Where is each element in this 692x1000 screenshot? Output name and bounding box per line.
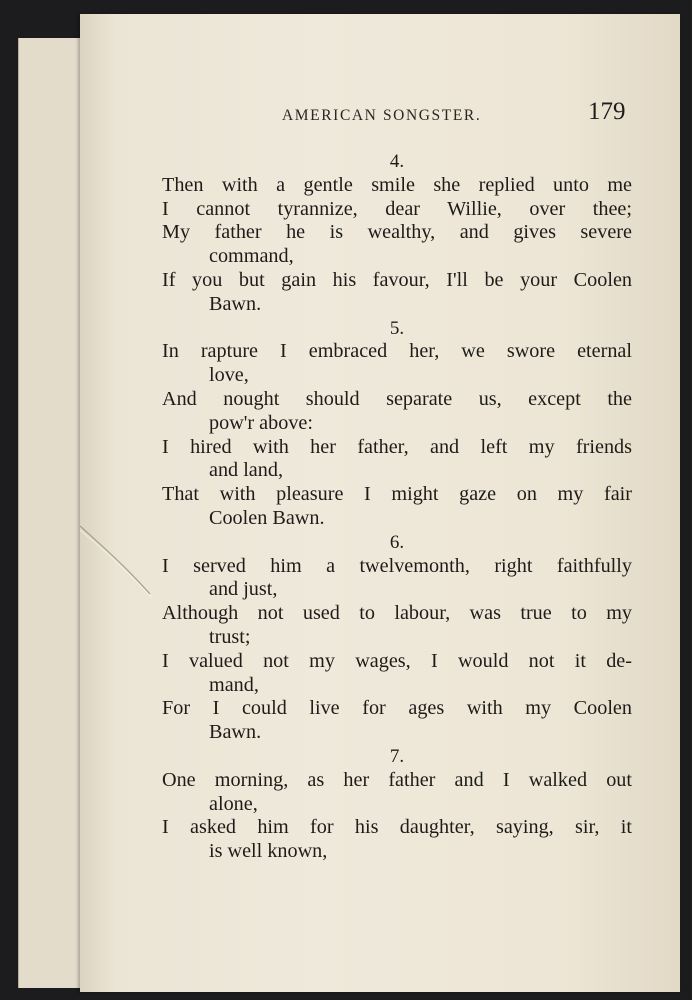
running-title: AMERICAN SONGSTER. — [282, 107, 482, 124]
verse-line-continuation: mand, — [209, 673, 259, 696]
verse-line: And nought should separate us, except the — [162, 387, 632, 410]
verse-line: My father he is wealthy, and gives severe — [162, 221, 632, 244]
verse-line-continuation: and just, — [209, 578, 278, 601]
verse-line: For I could live for ages with my Coolen — [162, 697, 632, 720]
verse-line-continuation: and land, — [209, 459, 283, 482]
verse-line: I asked him for his daughter, saying, sir, it — [162, 816, 632, 839]
verse-line: I cannot tyrannize, dear Willie, over thee; — [162, 197, 632, 220]
book-page — [80, 14, 680, 992]
stanza-number: 5. — [389, 317, 405, 339]
song-text — [162, 150, 632, 864]
verse-line: In rapture I embraced her, we swore eternal — [162, 340, 632, 363]
verse-line-continuation: Bawn. — [209, 721, 262, 744]
stanza-number: 6. — [389, 531, 405, 553]
verse-line: I valued not my wages, I would not it de- — [162, 649, 632, 672]
verse-line-continuation: Bawn. — [209, 292, 262, 315]
verse-line-continuation: love, — [209, 364, 249, 387]
page-number: 179 — [588, 98, 626, 125]
stanza-number: 7. — [389, 745, 405, 767]
verse-line-continuation: pow'r above: — [209, 411, 313, 434]
verse-line: Then with a gentle smile she replied unto me — [162, 173, 632, 196]
stanza-number: 4. — [389, 151, 405, 172]
verse-line-continuation: command, — [209, 245, 294, 268]
verse-line: I served him a twelvemonth, right faithfully — [162, 554, 632, 577]
verse-line: One morning, as her father and I walked out — [162, 768, 632, 791]
verse-line: If you but gain his favour, I'll be your Coolen — [162, 268, 632, 291]
verse-line: Although not used to labour, was true to my — [162, 602, 632, 625]
verse-line-continuation: Coolen Bawn. — [209, 506, 325, 529]
verse-line: That with pleasure I might gaze on my fair — [162, 483, 632, 506]
verse-line-continuation: alone, — [209, 792, 258, 815]
verse-line-continuation: is well known, — [209, 840, 328, 863]
page-header — [80, 98, 640, 132]
verse-line: I hired with her father, and left my friends — [162, 435, 632, 458]
verse-line-continuation: trust; — [209, 625, 251, 648]
